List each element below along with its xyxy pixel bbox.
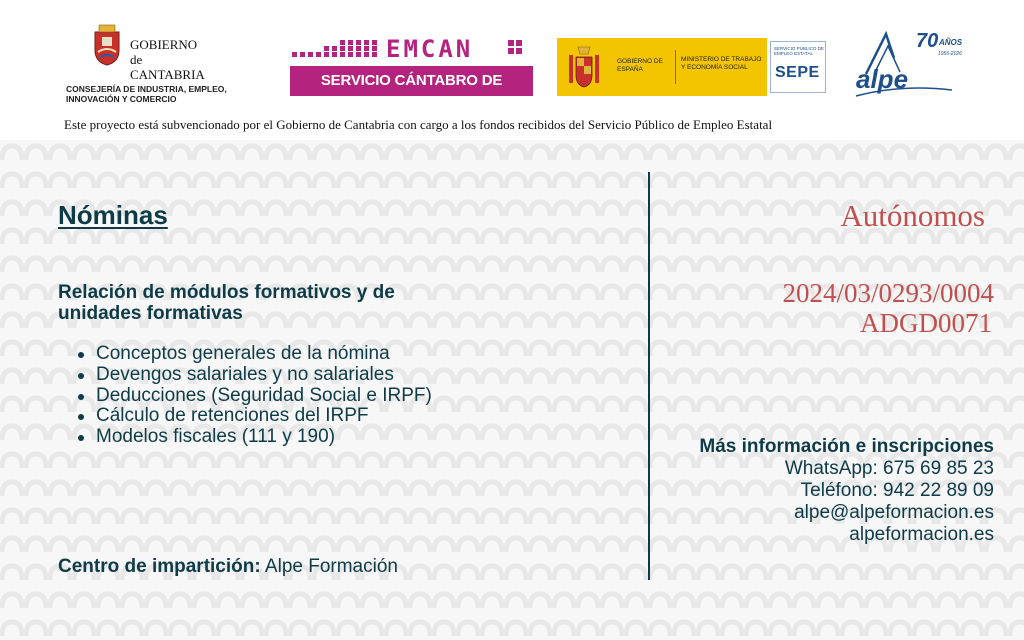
alpe-logo	[852, 28, 964, 100]
training-center-value: Alpe Formación	[264, 556, 398, 577]
list-item: Conceptos generales de la nómina	[96, 344, 432, 365]
info-heading: Más información e inscripciones	[699, 436, 994, 457]
list-item: Devengos salariales y no salariales	[96, 365, 432, 386]
emcan-dots-icon	[290, 38, 380, 60]
emcan-wordmark: EMCAN	[386, 35, 474, 63]
sepe-small-text: SERVICIO PÚBLICO DE EMPLEO ESTATAL	[774, 46, 824, 56]
sepe-acronym: SEPE	[775, 64, 820, 81]
emcan-square-icon	[508, 40, 522, 54]
cantabria-department: CONSEJERÍA DE INDUSTRIA, EMPLEO, INNOVACIÓN Y COMERCIO	[66, 84, 227, 104]
modules-list	[96, 344, 432, 448]
list-item: Cálculo de retenciones del IRPF	[96, 406, 432, 427]
emcan-tagline: SERVICIO CÁNTABRO DE EMPLEO	[290, 66, 533, 96]
spain-coat-of-arms-icon	[567, 45, 601, 89]
alpe-anniversary-word: AÑOS	[939, 38, 963, 47]
email-link[interactable]: alpe@alpeformacion.es	[794, 502, 994, 523]
list-item: Deducciones (Seguridad Social e IRPF)	[96, 384, 432, 406]
gobierno-divider	[675, 50, 676, 84]
training-center	[58, 556, 398, 578]
cantabria-line-3: CANTABRIA	[130, 67, 205, 82]
vertical-divider	[648, 172, 650, 580]
gobierno-espana-logo	[557, 38, 767, 96]
subsidy-note: Este proyecto está subvencionado por el Gobierno de Cantabria con cargo a los fondos recibidos del Servicio Público de Empleo Estatal	[64, 117, 773, 132]
gobierno-cantabria-logo	[64, 20, 244, 108]
emcan-logo	[290, 35, 533, 119]
whatsapp-contact[interactable]: WhatsApp: 675 69 85 23	[784, 458, 994, 479]
gobierno-espana-text: GOBIERNO DE ESPAÑA	[617, 58, 663, 73]
phone-contact[interactable]: Teléfono: 942 22 89 09	[800, 480, 994, 501]
audience-label: Autónomos	[840, 198, 985, 233]
list-item: Modelos fiscales (111 y 190)	[96, 427, 432, 448]
file-code: 2024/03/0293/0004	[782, 278, 994, 308]
alpe-anniversary-years: 1956-2026	[938, 51, 962, 57]
logo-strip	[0, 0, 1024, 132]
sepe-logo	[770, 41, 826, 93]
cantabria-line-1: GOBIERNO	[130, 37, 198, 52]
cantabria-line-2: de	[130, 52, 143, 67]
ministerio-text: MINISTERIO DE TRABAJO Y ECONOMÍA SOCIAL	[681, 56, 762, 71]
website-link[interactable]: alpeformacion.es	[849, 524, 994, 545]
training-center-label: Centro de impartición:	[58, 556, 261, 577]
cantabria-coat-of-arms-icon	[92, 24, 122, 66]
modules-heading: Relación de módulos formativos y de unidades formativas	[58, 282, 395, 324]
course-code: ADGD0071	[860, 308, 992, 338]
alpe-wordmark: alpe	[856, 64, 909, 94]
course-title: Nóminas	[58, 200, 168, 230]
alpe-anniversary-number: 70	[916, 30, 939, 52]
